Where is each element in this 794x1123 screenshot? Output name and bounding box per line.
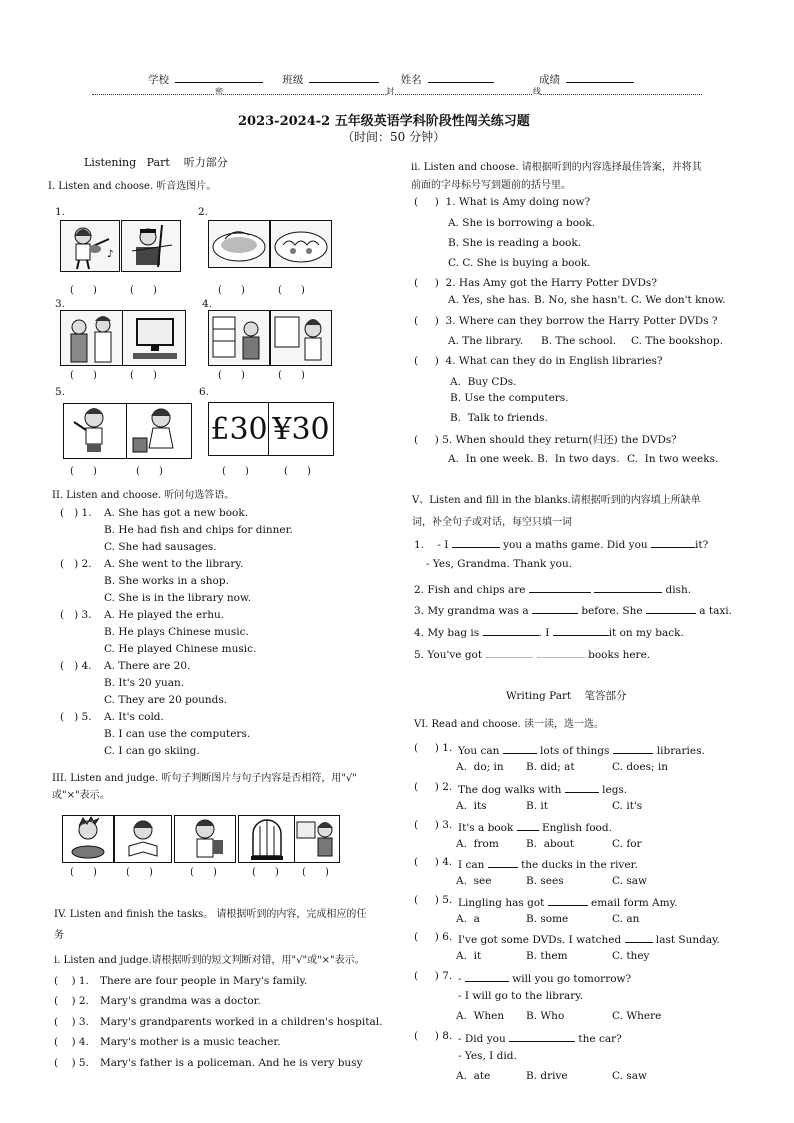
section-3-heading-line2: 或"×"表示。 bbox=[52, 790, 110, 801]
s4-q2-number[interactable]: ( ) 2. bbox=[54, 995, 89, 1007]
s6-q7-text-a: - bbox=[458, 973, 465, 985]
s6-q2-blank[interactable] bbox=[565, 781, 599, 793]
s5-l3-part-a: 3. My grandma was a bbox=[414, 605, 529, 617]
q3-answer-b[interactable]: ( ) bbox=[130, 370, 157, 381]
s6-q5-number[interactable]: ( ) 5. bbox=[414, 894, 453, 906]
s4b-q3-opt-a: A. The library. bbox=[448, 335, 524, 347]
s6-q2-text-a: The dog walks with bbox=[458, 784, 565, 796]
name-field[interactable] bbox=[428, 70, 494, 83]
s6-q5-text-a: Lingling has got bbox=[458, 897, 548, 909]
s6-q5-text-b: email form Amy. bbox=[587, 897, 678, 909]
s5-blank-8[interactable] bbox=[553, 624, 609, 636]
s6-q4-blank[interactable] bbox=[488, 856, 518, 868]
s2-q5-opt-a: A. It's cold. bbox=[104, 711, 164, 723]
s4b-q3[interactable]: ( ) 3. Where can they borrow the Harry Potter DVDs ? bbox=[414, 315, 718, 327]
s4-q5-number[interactable]: ( ) 5. bbox=[54, 1057, 89, 1069]
s6-q8-number[interactable]: ( ) 8. bbox=[414, 1030, 453, 1042]
s6-q3-opt-c: C. for bbox=[612, 838, 642, 850]
s6-q1-text-c: libraries. bbox=[653, 745, 705, 757]
s4b-q2[interactable]: ( ) 2. Has Amy got the Harry Potter DVDs? bbox=[414, 277, 657, 289]
s2-q5-opt-c: C. I can go skiing. bbox=[104, 745, 200, 757]
s3-answer-5[interactable]: ( ) bbox=[302, 867, 329, 878]
s4-q1-text: There are four people in Mary's family. bbox=[100, 975, 308, 987]
s4-q1-number[interactable]: ( ) 1. bbox=[54, 975, 89, 987]
q5-number: 5. bbox=[55, 386, 66, 398]
s5-l1-part-a: 1. - I bbox=[414, 539, 449, 551]
s6-q7-number[interactable]: ( ) 7. bbox=[414, 970, 453, 982]
s6-q7-opt-b: B. Who bbox=[526, 1010, 565, 1022]
section-4-heading-line2: 务 bbox=[54, 930, 64, 941]
s6-q6-text-b: last Sunday. bbox=[652, 934, 720, 946]
q6-answer-b[interactable]: ( ) bbox=[284, 466, 311, 477]
s5-l4-part-b: . I bbox=[538, 627, 550, 639]
q6-number: 6. bbox=[199, 386, 210, 398]
s2-q2-opt-a: A. She went to the library. bbox=[104, 558, 244, 570]
s6-q4-number[interactable]: ( ) 4. bbox=[414, 856, 453, 868]
s4b-q5-opt-a: A. In one week. bbox=[448, 453, 534, 465]
s3-answer-3[interactable]: ( ) bbox=[190, 867, 217, 878]
s5-blank-2[interactable] bbox=[651, 536, 695, 548]
picture-birdcage bbox=[238, 815, 296, 863]
s2-q4-opt-a: A. There are 20. bbox=[104, 660, 191, 672]
section-3-heading-line1: III. Listen and judge. 听句子判断图片与句子内容是否相符，用"√" bbox=[52, 773, 357, 784]
section-1-heading: I. Listen and choose. 听音选图片。 bbox=[48, 181, 217, 192]
s6-q3-number[interactable]: ( ) 3. bbox=[414, 819, 453, 831]
s6-q1-blank-2[interactable] bbox=[613, 742, 653, 754]
picture-girl-reading bbox=[114, 815, 172, 863]
s4-q3-number[interactable]: ( ) 3. bbox=[54, 1016, 89, 1028]
s6-q7-text-b: will you go tomorrow? bbox=[508, 973, 632, 985]
s5-line-4 bbox=[414, 624, 684, 639]
s4b-q5-opt-b: B. In two days. bbox=[537, 453, 620, 465]
s6-q4-opt-b: B. sees bbox=[526, 875, 564, 887]
s6-q2-text-b: legs. bbox=[598, 784, 628, 796]
s5-blank-3[interactable] bbox=[529, 581, 591, 593]
s4-q4-number[interactable]: ( ) 4. bbox=[54, 1036, 89, 1048]
s5-l4-part-c: it on my back. bbox=[608, 627, 684, 639]
s6-q1-text-b: lots of things bbox=[536, 745, 610, 757]
picture-teacher-board bbox=[270, 310, 332, 366]
s6-q8-text-b: the car? bbox=[575, 1033, 622, 1045]
s4b-q3-opt-b: B. The school. bbox=[541, 335, 617, 347]
s5-blank-9[interactable] bbox=[485, 646, 533, 658]
s3-answer-4[interactable]: ( ) bbox=[252, 867, 279, 878]
section-6-heading: VI. Read and choose. 读一读，选一选。 bbox=[414, 719, 604, 730]
s5-blank-1[interactable] bbox=[452, 536, 500, 548]
s4-q5-text: Mary's father is a policeman. And he is very busy bbox=[100, 1057, 363, 1069]
s2-q1-opt-c: C. She had sausages. bbox=[104, 541, 217, 553]
s6-q7-opt-a: A. When bbox=[456, 1010, 505, 1022]
writing-part-title: Writing Part 笔答部分 bbox=[506, 690, 627, 702]
section-4b-heading-line2: 前面的字母标号写到题前的括号里。 bbox=[411, 180, 571, 191]
q3-answer-a[interactable]: ( ) bbox=[70, 370, 97, 381]
listening-part-title: Listening Part 听力部分 bbox=[84, 156, 228, 169]
q4-answer-a[interactable]: ( ) bbox=[218, 370, 245, 381]
s5-l2-part-a: 2. Fish and chips are bbox=[414, 584, 526, 596]
s5-line-3 bbox=[414, 602, 732, 617]
s2-q3-opt-b: B. He plays Chinese music. bbox=[104, 626, 249, 638]
q2-answer-a[interactable]: ( ) bbox=[218, 285, 245, 296]
name-label: 姓名 bbox=[400, 74, 422, 86]
s4b-q1-opt-b: B. She is reading a book. bbox=[448, 237, 582, 249]
school-field[interactable] bbox=[175, 70, 263, 83]
s6-q4-opt-a: A. see bbox=[456, 875, 492, 887]
s2-q2-opt-b: B. She works in a shop. bbox=[104, 575, 229, 587]
section-5-heading-line2: 词，补全句子或对话，每空只填一词 bbox=[412, 517, 572, 528]
price-pound: £30 bbox=[208, 402, 270, 456]
s2-q1-opt-b: B. He had fish and chips for dinner. bbox=[104, 524, 293, 536]
s6-q3-question bbox=[458, 819, 612, 834]
s4b-q2-opt-c: C. We don't know. bbox=[631, 294, 726, 306]
picture-boy-backpack bbox=[174, 815, 236, 863]
s4b-q1-opt-a: A. She is borrowing a book. bbox=[448, 217, 596, 229]
s6-q6-question bbox=[458, 931, 720, 946]
s6-q2-opt-c: C. it's bbox=[612, 800, 643, 812]
s4b-q3-opt-c: C. The bookshop. bbox=[631, 335, 723, 347]
s5-l3-part-c: a taxi. bbox=[699, 605, 732, 617]
q2-answer-b[interactable]: ( ) bbox=[278, 285, 305, 296]
seal-mi: 密 bbox=[215, 87, 223, 96]
s6-q1-opt-c: C. does; in bbox=[612, 761, 668, 773]
s6-q8-question bbox=[458, 1030, 622, 1045]
s5-l1-reply: - Yes, Grandma. Thank you. bbox=[426, 558, 573, 570]
score-label: 成绩 bbox=[539, 74, 561, 86]
s6-q6-opt-a: A. it bbox=[456, 950, 482, 962]
s6-q4-opt-c: C. saw bbox=[612, 875, 647, 887]
class-field[interactable] bbox=[309, 70, 379, 83]
s2-q2-opt-c: C. She is in the library now. bbox=[104, 592, 252, 604]
s6-q5-opt-a: A. a bbox=[456, 913, 480, 925]
seal-line bbox=[92, 94, 702, 95]
seal-feng: 封 bbox=[386, 87, 394, 96]
s2-q2-number[interactable]: ( ) 2. bbox=[60, 558, 92, 570]
s6-q1-text-a: You can bbox=[458, 745, 503, 757]
s6-q8-text-a: - Did you bbox=[458, 1033, 510, 1045]
s6-q2-number[interactable]: ( ) 2. bbox=[414, 781, 453, 793]
s6-q8-reply: - Yes, I did. bbox=[458, 1050, 517, 1062]
s6-q8-blank[interactable] bbox=[509, 1030, 575, 1042]
s6-q6-opt-c: C. they bbox=[612, 950, 650, 962]
s2-q1-opt-a: A. She has got a new book. bbox=[104, 507, 249, 519]
s4b-q5[interactable]: ( ) 5. When should they return(归还) the DVDs？ bbox=[414, 434, 682, 446]
s5-l3-part-b: before. She bbox=[581, 605, 643, 617]
s5-l2-part-b: dish. bbox=[665, 584, 692, 596]
seal-xian: 线 bbox=[533, 87, 541, 96]
s4b-q1[interactable]: ( ) 1. What is Amy doing now? bbox=[414, 196, 591, 208]
s5-l4-part-a: 4. My bag is bbox=[414, 627, 480, 639]
s4b-q2-opt-a: A. Yes, she has. bbox=[448, 294, 531, 306]
s5-blank-7[interactable] bbox=[483, 624, 539, 636]
q1-answer-a[interactable]: ( ) bbox=[70, 285, 97, 296]
s6-q2-opt-a: A. its bbox=[456, 800, 487, 812]
s6-q8-opt-a: A. ate bbox=[456, 1070, 491, 1082]
s6-q4-question bbox=[458, 856, 638, 871]
picture-boy-waving bbox=[63, 403, 127, 459]
picture-woman-computer bbox=[294, 815, 340, 863]
s4b-q4[interactable]: ( ) 4. What can they do in English libraries? bbox=[414, 355, 663, 367]
q5-answer-a[interactable]: ( ) bbox=[70, 466, 97, 477]
s6-q7-question bbox=[458, 970, 631, 985]
s6-q3-opt-b: B. about bbox=[526, 838, 575, 850]
s4b-q4-opt-c: B. Talk to friends. bbox=[450, 412, 548, 424]
school-label: 学校 bbox=[148, 74, 169, 86]
picture-fish-dish bbox=[208, 220, 270, 268]
q2-number: 2. bbox=[198, 206, 209, 218]
q1-answer-b[interactable]: ( ) bbox=[130, 285, 157, 296]
s6-q1-blank[interactable] bbox=[503, 742, 537, 754]
q4-number: 4. bbox=[202, 298, 213, 310]
s4-q4-text: Mary's mother is a music teacher. bbox=[100, 1036, 281, 1048]
s6-q7-opt-c: C. Where bbox=[612, 1010, 662, 1022]
s5-l5-part-b: books here. bbox=[588, 649, 651, 661]
s5-l5-part-a: 5. You've got bbox=[414, 649, 483, 661]
s5-blank-10[interactable] bbox=[537, 646, 585, 658]
section-4b-heading-line1: ii. Listen and choose. 请根据听到的内容选择最佳答案，并将其 bbox=[411, 162, 702, 173]
s6-q6-number[interactable]: ( ) 6. bbox=[414, 931, 453, 943]
s4b-q4-opt-a: A. Buy CDs. bbox=[450, 376, 517, 388]
s6-q1-opt-a: A. do; in bbox=[456, 761, 504, 773]
s6-q8-opt-c: C. saw bbox=[612, 1070, 647, 1082]
s3-answer-1[interactable]: ( ) bbox=[70, 867, 97, 878]
s6-q4-text-a: I can bbox=[458, 859, 488, 871]
score-field[interactable] bbox=[566, 70, 634, 83]
q4-answer-b[interactable]: ( ) bbox=[278, 370, 305, 381]
s5-line-1 bbox=[414, 536, 708, 551]
s4-q2-text: Mary's grandma was a doctor. bbox=[100, 995, 261, 1007]
s5-blank-4[interactable] bbox=[594, 581, 662, 593]
s3-answer-2[interactable]: ( ) bbox=[126, 867, 153, 878]
s6-q6-text-a: I've got some DVDs. I watched bbox=[458, 934, 625, 946]
s5-l1-part-b: you a maths game. Did you bbox=[503, 539, 648, 551]
picture-library-scene bbox=[208, 310, 270, 366]
s2-q3-number[interactable]: ( ) 3. bbox=[60, 609, 92, 621]
q1-number: 1. bbox=[55, 206, 66, 218]
s6-q1-number[interactable]: ( ) 1. bbox=[414, 742, 453, 754]
s4b-q5-opt-c: C. In two weeks. bbox=[627, 453, 719, 465]
s5-line-5 bbox=[414, 646, 650, 661]
s2-q1-number[interactable]: ( ) 1. bbox=[60, 507, 92, 519]
picture-noodle-dish bbox=[270, 220, 332, 268]
s6-q5-blank[interactable] bbox=[548, 894, 588, 906]
page-title: 2023-2024-2 五年级英语学科阶段性闯关练习题 bbox=[238, 114, 530, 129]
s6-q3-blank[interactable] bbox=[517, 819, 539, 831]
picture-girl-suitcase bbox=[126, 403, 192, 459]
s4-q3-text: Mary's grandparents worked in a children's hospital. bbox=[100, 1016, 383, 1028]
s6-q6-blank[interactable] bbox=[625, 931, 653, 943]
s6-q2-opt-b: B. it bbox=[526, 800, 548, 812]
s5-blank-6[interactable] bbox=[646, 602, 696, 614]
s6-q3-text-b: English food. bbox=[538, 822, 612, 834]
section-4-sub-heading: i. Listen and judge.请根据听到的短文判断对错，用"√"或"×"表示。 bbox=[54, 955, 365, 966]
q6-answer-a[interactable]: ( ) bbox=[222, 466, 249, 477]
price-yuan: ¥30 bbox=[268, 402, 334, 456]
s2-q5-number[interactable]: ( ) 5. bbox=[60, 711, 92, 723]
s2-q4-opt-c: C. They are 20 pounds. bbox=[104, 694, 228, 706]
picture-man-erhu bbox=[121, 220, 181, 272]
section-4-heading-line1: IV. Listen and finish the tasks。 请根据听到的内容，完成相应的任 bbox=[54, 909, 367, 920]
s2-q5-opt-b: B. I can use the computers. bbox=[104, 728, 251, 740]
picture-boy-eating bbox=[62, 815, 114, 863]
s4b-q4-opt-b: B. Use the computers. bbox=[450, 392, 569, 404]
s6-q3-text-a: It's a book bbox=[458, 822, 517, 834]
picture-girl-violin bbox=[60, 220, 120, 272]
s6-q5-opt-c: C. an bbox=[612, 913, 640, 925]
s6-q2-question bbox=[458, 781, 627, 796]
s6-q4-text-b: the ducks in the river. bbox=[517, 859, 638, 871]
picture-computer bbox=[122, 310, 186, 366]
section-5-heading-line1: V、Listen and fill in the blanks.请根据听到的内容填上所缺单 bbox=[412, 495, 701, 506]
q5-answer-b[interactable]: ( ) bbox=[136, 466, 163, 477]
s5-l1-part-c: it? bbox=[695, 539, 709, 551]
s5-blank-5[interactable] bbox=[532, 602, 578, 614]
s6-q7-reply: - I will go to the library. bbox=[458, 990, 584, 1002]
section-2-heading: II. Listen and choose. 听问句选答语。 bbox=[52, 490, 235, 501]
class-label: 班级 bbox=[282, 74, 304, 86]
picture-people-talking bbox=[60, 310, 124, 366]
s6-q6-opt-b: B. them bbox=[526, 950, 568, 962]
s4b-q2-opt-b: B. No, she hasn't. bbox=[534, 294, 628, 306]
exam-time: （时间：50 分钟） bbox=[342, 130, 446, 144]
s6-q8-opt-b: B. drive bbox=[526, 1070, 568, 1082]
s6-q3-opt-a: A. from bbox=[456, 838, 499, 850]
s2-q4-opt-b: B. It's 20 yuan. bbox=[104, 677, 185, 689]
s6-q5-question bbox=[458, 894, 677, 909]
s5-line-2 bbox=[414, 581, 691, 596]
q3-number: 3. bbox=[55, 298, 66, 310]
s6-q1-question bbox=[458, 742, 705, 757]
s2-q3-opt-a: A. He played the erhu. bbox=[104, 609, 225, 621]
s2-q4-number[interactable]: ( ) 4. bbox=[60, 660, 92, 672]
s4b-q1-opt-c: C. C. She is buying a book. bbox=[448, 257, 591, 269]
svg-text:♪: ♪ bbox=[107, 249, 114, 260]
s6-q5-opt-b: B. some bbox=[526, 913, 569, 925]
header-info-line bbox=[148, 70, 640, 87]
s6-q1-opt-b: B. did; at bbox=[526, 761, 575, 773]
s6-q7-blank[interactable] bbox=[465, 970, 509, 982]
s2-q3-opt-c: C. He played Chinese music. bbox=[104, 643, 257, 655]
